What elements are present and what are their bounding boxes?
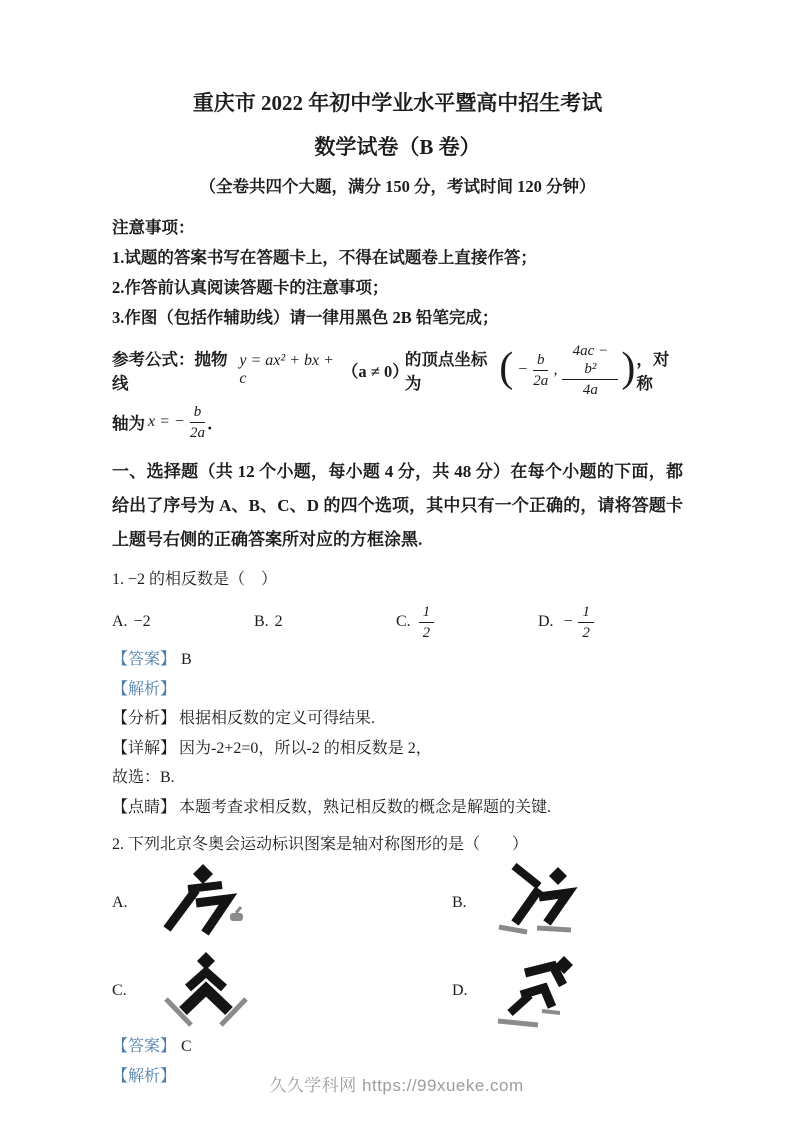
q1-option-b-value: 2 xyxy=(274,613,283,630)
q1-option-c-label: C. xyxy=(396,613,411,630)
q1-analysis-line-3 xyxy=(112,763,683,793)
q1-option-d xyxy=(538,603,680,642)
q1-analysis-line-2 xyxy=(112,734,683,764)
q2-answer-tag: 【答案】 xyxy=(112,1038,177,1055)
vertex-frac2-den: 4a xyxy=(582,381,598,398)
q2-analysis-tag: 【解析】 xyxy=(112,1067,177,1085)
parabola-equation: y = ax² + bx + c xyxy=(239,352,334,387)
q2-option-c xyxy=(112,950,452,1032)
q1-option-c-frac-den: 2 xyxy=(422,624,431,641)
q1-xiangjie-tag: 【详解】 xyxy=(112,739,177,757)
notice-item-1: 1.试题的答案书写在答题卡上，不得在试题卷上直接作答； xyxy=(112,248,537,267)
q2-option-a-label: A. xyxy=(112,894,128,911)
q1-option-d-fraction xyxy=(578,603,594,642)
question-2-stem: 2. 下列北京冬奥会运动标识图案是轴对称图形的是（ ） xyxy=(112,836,529,853)
q2-option-a xyxy=(112,862,452,944)
q1-option-c-frac-num: 1 xyxy=(419,603,435,623)
q1-fenxi-text: 根据相反数的定义可得结果. xyxy=(179,710,376,727)
vertex-frac1-den: 2a xyxy=(533,372,549,389)
q1-xiangjie-text: 因为-2+2=0，所以-2 的相反数是 2， xyxy=(179,739,432,757)
notice-item-3: 3.作图（包括作辅助线）请一律用黑色 2B 铅笔完成； xyxy=(112,308,499,327)
site-footer-watermark: 久久学科网 https://99xueke.com xyxy=(269,1076,524,1095)
vertex-frac2-num: 4ac − b² xyxy=(562,342,618,380)
q1-answer-tag: 【答案】 xyxy=(112,651,177,668)
q1-dianjing-text: 本题考查求相反数，熟记相反数的概念是解题的关键. xyxy=(179,798,552,816)
reference-formula-line2 xyxy=(112,397,683,447)
q1-option-a-value: −2 xyxy=(133,613,151,630)
q2-option-d-label: D. xyxy=(452,982,468,999)
q1-option-d-label: D. xyxy=(538,613,554,630)
q1-analysis-line-1 xyxy=(112,704,683,734)
axis-frac xyxy=(190,403,206,442)
section1-heading: 一、选择题（共 12 个小题，每小题 4 分，共 48 分）在每个小题的下面，都给出了序号为 A、B、C、D 的四个选项，其中只有一个正确的，请将答题卡上题号右侧的正确答案所对应的方框涂黑. xyxy=(112,462,683,549)
q2-answer-line xyxy=(112,1032,683,1062)
freestyle-skiing-aerials-pictogram-icon xyxy=(146,951,268,1031)
axis-frac-num: b xyxy=(190,403,206,423)
formula-condition: （a ≠ 0） xyxy=(341,362,409,381)
curling-pictogram-icon xyxy=(146,863,268,943)
q1-analysis-line-4 xyxy=(112,793,683,823)
formula-mid-text: 的顶点坐标为 xyxy=(404,350,488,393)
q1-answer-line xyxy=(112,645,683,675)
q1-option-b xyxy=(254,613,396,631)
speed-skating-pictogram-icon xyxy=(486,951,608,1031)
formula-lead-text: 参考公式：抛物线 xyxy=(112,350,228,393)
vertex-frac1-num: b xyxy=(533,351,549,371)
paper-name-title: 数学试卷（B 卷） xyxy=(314,135,481,159)
vertex-comma: , xyxy=(553,361,558,378)
q1-option-c-fraction xyxy=(419,603,435,642)
vertex-frac1 xyxy=(533,351,549,390)
exam-title: 重庆市 2022 年初中学业水平暨高中招生考试 xyxy=(192,91,603,115)
axis-lead-text: 轴为 xyxy=(112,414,145,433)
q1-conclusion-text: 故选：B. xyxy=(112,769,175,786)
q1-analysis-header xyxy=(112,675,683,705)
exam-meta-line: （全卷共四个大题，满分 150 分，考试时间 120 分钟） xyxy=(199,177,596,196)
q1-answer-value: B xyxy=(181,651,192,668)
q1-option-a xyxy=(112,613,254,631)
vertex-frac2 xyxy=(562,342,618,399)
q1-dianjing-tag: 【点睛】 xyxy=(112,798,177,816)
question-1-stem: 1. −2 的相反数是（ ） xyxy=(112,571,278,588)
q1-analysis-tag: 【解析】 xyxy=(112,680,177,698)
notice-header: 注意事项： xyxy=(112,218,195,237)
q1-option-b-label: B. xyxy=(254,613,269,630)
q2-option-b xyxy=(452,862,683,944)
q2-option-b-label: B. xyxy=(452,894,467,911)
question-2-options xyxy=(112,862,683,1032)
axis-end-punct: ． xyxy=(207,414,224,433)
q2-option-c-label: C. xyxy=(112,982,127,999)
formula-tail-text: ，对称 xyxy=(636,350,670,393)
notice-item-2: 2.作答前认真阅读答题卡的注意事项； xyxy=(112,278,389,297)
q1-option-d-frac-den: 2 xyxy=(582,624,590,641)
q1-option-d-frac-num: 1 xyxy=(578,603,594,623)
axis-frac-den: 2a xyxy=(189,424,205,441)
q2-option-d xyxy=(452,950,683,1032)
q1-option-a-label: A. xyxy=(112,613,128,630)
figure-skating-pictogram-icon xyxy=(486,863,608,943)
q2-answer-value: C xyxy=(181,1038,192,1055)
axis-equation: x = − xyxy=(148,413,185,430)
vertex-frac1-sign: − xyxy=(517,361,528,378)
reference-formula-line1: 参考公式：抛物线 y = ax² + bx + c （a ≠ 0） 的顶点坐标为 ( − $\frac{b}{2a}$ , $\frac{\text{4ac − b²}}{4a}$ ) ，对称 xyxy=(112,343,683,397)
q1-option-d-sign: − xyxy=(562,613,574,630)
q1-fenxi-tag: 【分析】 xyxy=(112,710,177,727)
question-1-options xyxy=(112,599,683,645)
q1-option-c xyxy=(396,603,538,642)
